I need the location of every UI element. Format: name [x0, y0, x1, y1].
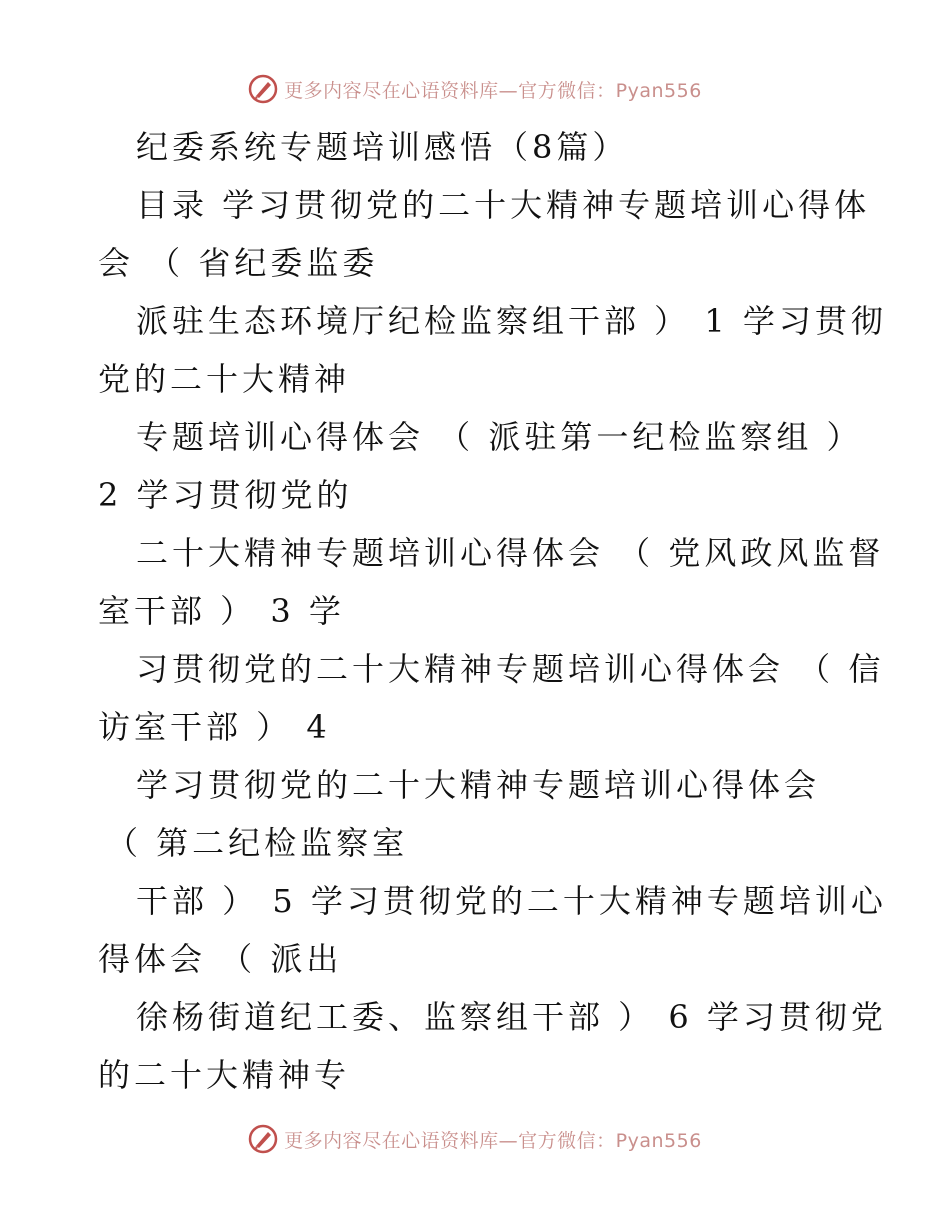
text-line: （ 第二纪检监察室: [106, 824, 409, 862]
text-line: 室干部 ） 3 学: [98, 592, 345, 630]
text-line: 习贯彻党的二十大精神专题培训心得体会 （ 信: [136, 650, 885, 688]
watermark-text: 更多内容尽在心语资料库—官方微信：Pyan556: [284, 79, 702, 102]
text-line: 目录 学习贯彻党的二十大精神专题培训心得体: [136, 186, 871, 224]
pen-logo-icon: [248, 1124, 278, 1154]
text-line: 徐杨街道纪工委、监察组干部 ） 6 学习贯彻党: [136, 998, 887, 1036]
text-line: 访室干部 ） 4: [98, 708, 331, 746]
document-title: 纪委系统专题培训感悟（8篇）: [136, 128, 629, 166]
pen-logo-icon: [248, 74, 278, 104]
text-line: 得体会 （ 派出: [98, 940, 343, 978]
document-body: [98, 118, 887, 1104]
text-line: 学习贯彻党的二十大精神专题培训心得体会: [136, 766, 821, 804]
header-watermark: [0, 74, 950, 104]
watermark-text: 更多内容尽在心语资料库—官方微信：Pyan556: [284, 1129, 702, 1152]
footer-watermark: [0, 1124, 950, 1154]
text-line: 2 学习贯彻党的: [98, 476, 353, 514]
text-line: 二十大精神专题培训心得体会 （ 党风政风监督: [136, 534, 885, 572]
text-line: 专题培训心得体会 （ 派驻第一纪检监察组 ）: [136, 418, 863, 456]
text-line: 的二十大精神专: [98, 1056, 351, 1094]
text-line: 派驻生态环境厅纪检监察组干部 ） 1 学习贯彻: [136, 302, 887, 340]
text-line: 会 （ 省纪委监委: [98, 244, 379, 282]
text-line: 党的二十大精神: [98, 360, 351, 398]
text-line: 干部 ） 5 学习贯彻党的二十大精神专题培训心: [136, 882, 887, 920]
